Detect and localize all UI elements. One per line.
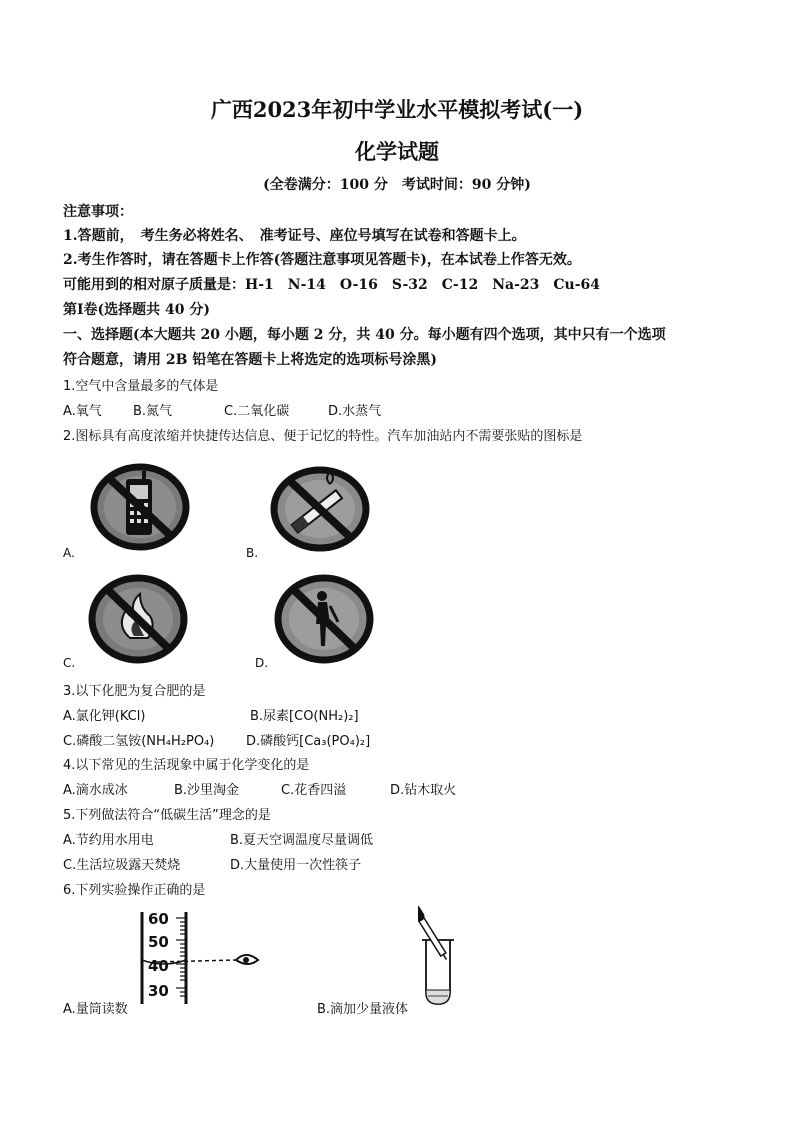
notes-item-1: 1.答题前， 考生务必将姓名、 准考证号、座位号填写在试卷和答题卡上。	[63, 228, 526, 244]
question-1-option-a: A.氧气	[63, 404, 102, 419]
question-5-option-b: B.夏天空调温度尽量调低	[230, 833, 374, 848]
question-6-option-a: A.量筒读数	[63, 1002, 128, 1017]
question-3-stem: 3.以下化肥为复合肥的是	[63, 684, 206, 699]
part-one-heading: 第Ⅰ卷(选择题共 40 分)	[63, 302, 211, 318]
question-1-stem: 1.空气中含量最多的气体是	[63, 379, 219, 394]
question-1-option-c: C.二氧化碳	[224, 404, 290, 419]
question-2-option-a: A.	[63, 546, 75, 560]
question-3-option-c: C.磷酸二氢铵(NH₄H₂PO₄)	[63, 734, 215, 749]
test-tube-dropper-diagram	[418, 906, 498, 1008]
question-4-option-b: B.沙里淘金	[174, 783, 240, 798]
question-5-option-d: D.大量使用一次性筷子	[230, 858, 362, 873]
no-open-flame-sign-icon	[88, 574, 188, 664]
question-4-option-a: A.滴水成冰	[63, 783, 128, 798]
question-6-option-b: B.滴加少量液体	[317, 1002, 409, 1017]
scale-label-50: 50	[148, 933, 169, 951]
question-2-stem: 2.图标具有高度浓缩并快捷传达信息、便于记忆的特性。汽车加油站内不需要张贴的图标是	[63, 429, 583, 444]
no-pedestrian-sign-icon	[274, 574, 374, 664]
question-5-stem: 5.下列做法符合“低碳生活”理念的是	[63, 808, 271, 823]
scale-label-60: 60	[148, 910, 169, 928]
section-instruction-line-2: 符合题意，请用 2B 铅笔在答题卡上将选定的选项标号涂黑)	[63, 352, 437, 368]
atomic-mass-line: 可能用到的相对原子质量是：H-1 N-14 O-16 S-32 C-12 Na-23 Cu-64	[63, 277, 600, 293]
notes-heading: 注意事项：	[63, 204, 133, 220]
question-3-option-b: B.尿素[CO(NH₂)₂]	[250, 709, 359, 724]
graduated-cylinder-reading-diagram	[136, 910, 266, 1006]
question-3-option-d: D.磷酸钙[Ca₃(PO₄)₂]	[246, 734, 371, 749]
question-4-option-c: C.花香四溢	[281, 783, 347, 798]
question-4-stem: 4.以下常见的生活现象中属于化学变化的是	[63, 758, 310, 773]
notes-item-2: 2.考生作答时，请在答题卡上作答(答题注意事项见答题卡)，在本试卷上作答无效。	[63, 252, 581, 268]
exam-meta: (全卷满分：100 分 考试时间：90 分钟)	[263, 177, 531, 193]
no-smoking-sign-icon	[270, 466, 370, 552]
question-5-option-c: C.生活垃圾露天焚烧	[63, 858, 181, 873]
question-5-option-a: A.节约用水用电	[63, 833, 154, 848]
question-6-stem: 6.下列实验操作正确的是	[63, 883, 206, 898]
question-1-option-b: B.氮气	[133, 404, 173, 419]
question-2-option-c: C.	[63, 656, 76, 670]
exam-title: 广西2023年初中学业水平模拟考试(一)	[210, 97, 584, 122]
question-3-option-a: A.氯化钾(KCl)	[63, 709, 146, 724]
question-4-option-d: D.钻木取火	[390, 783, 457, 798]
no-phone-sign-icon	[90, 463, 190, 551]
question-2-option-d: D.	[255, 656, 269, 670]
scale-label-30: 30	[148, 982, 169, 1000]
subject-title: 化学试题	[355, 139, 439, 164]
question-1-option-d: D.水蒸气	[328, 404, 382, 419]
question-2-option-b: B.	[246, 546, 259, 560]
section-instruction-line-1: 一、选择题(本大题共 20 小题，每小题 2 分，共 40 分。每小题有四个选项，其中只有一个选项	[63, 327, 666, 343]
scale-label-40: 40	[148, 957, 169, 975]
